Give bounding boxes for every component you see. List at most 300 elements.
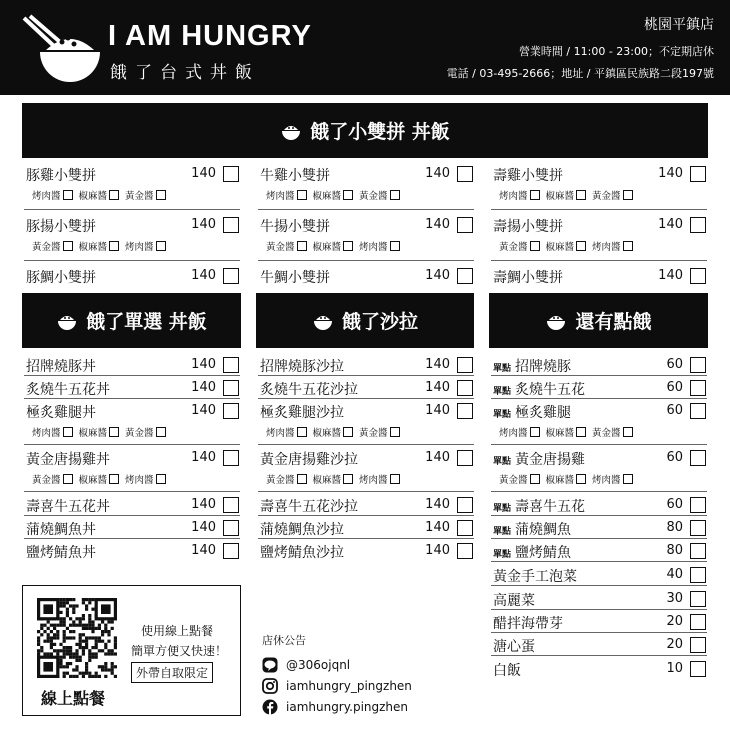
sauce-options bbox=[258, 422, 474, 442]
bowl-icon bbox=[312, 310, 334, 332]
menu-item-name-wrap bbox=[26, 519, 96, 539]
menu-item-price: 60 bbox=[666, 380, 683, 395]
order-checkbox[interactable] bbox=[690, 591, 706, 607]
menu-item-name: 蒲燒鯛魚丼 bbox=[26, 522, 96, 538]
menu-item-name-wrap bbox=[493, 216, 563, 236]
sauce-label: 黃金醬 bbox=[266, 475, 295, 486]
single-order-tag: 單點 bbox=[493, 550, 512, 560]
sauce-checkbox[interactable] bbox=[343, 474, 353, 484]
sauce-label: 黃金醬 bbox=[359, 191, 388, 202]
menu-item bbox=[24, 494, 240, 516]
facebook-icon bbox=[262, 699, 278, 715]
menu-item-name: 招牌燒豚丼 bbox=[26, 359, 96, 375]
sauce-option-pepper[interactable] bbox=[546, 472, 587, 486]
sauce-checkbox[interactable] bbox=[576, 241, 586, 251]
sauce-checkbox[interactable] bbox=[530, 474, 540, 484]
menu-item bbox=[24, 214, 240, 261]
sauce-label: 黃金醬 bbox=[359, 428, 388, 439]
line-icon bbox=[262, 657, 278, 673]
menu-item-name: 招牌燒豚沙拉 bbox=[260, 359, 344, 375]
sauce-option-gold[interactable] bbox=[125, 188, 166, 202]
sauce-option-pepper[interactable] bbox=[79, 188, 120, 202]
sauce-checkbox[interactable] bbox=[156, 474, 166, 484]
sauce-option-bbq[interactable] bbox=[32, 425, 73, 439]
menu-item-name: 壽揚小雙拼 bbox=[493, 219, 563, 235]
sauce-checkbox[interactable] bbox=[109, 474, 119, 484]
order-checkbox[interactable] bbox=[223, 403, 239, 419]
menu-item-name-wrap bbox=[260, 542, 344, 562]
menu-item-name-wrap bbox=[26, 216, 96, 236]
menu-item-row bbox=[258, 377, 474, 399]
menu-item-name-wrap bbox=[493, 356, 571, 376]
bowl-icon bbox=[280, 120, 302, 142]
menu-item bbox=[258, 265, 474, 289]
sauce-checkbox[interactable] bbox=[530, 427, 540, 437]
sauce-checkbox[interactable] bbox=[576, 427, 586, 437]
sauce-checkbox[interactable] bbox=[109, 241, 119, 251]
sauce-label: 烤肉醬 bbox=[266, 191, 295, 202]
sauce-checkbox[interactable] bbox=[343, 190, 353, 200]
menu-item bbox=[491, 377, 707, 399]
order-checkbox[interactable] bbox=[457, 497, 473, 513]
menu-item-row bbox=[24, 517, 240, 539]
sauce-options bbox=[491, 185, 707, 205]
order-checkbox[interactable] bbox=[223, 217, 239, 233]
sauce-options bbox=[258, 236, 474, 256]
menu-item-name: 蒲燒鯛魚 bbox=[515, 522, 572, 538]
sauce-option-bbq[interactable] bbox=[499, 188, 540, 202]
order-checkbox[interactable] bbox=[223, 380, 239, 396]
menu-item-name: 炙燒牛五花 bbox=[515, 382, 586, 398]
section-title-more: 還有點餓 bbox=[575, 311, 652, 333]
menu-item-name: 牛揚小雙拼 bbox=[260, 219, 330, 235]
sauce-checkbox[interactable] bbox=[623, 241, 633, 251]
order-checkbox[interactable] bbox=[223, 450, 239, 466]
online-order-label: 線上點餐 bbox=[41, 689, 106, 708]
menu-item bbox=[491, 447, 707, 492]
menu-item-name: 豚雞小雙拼 bbox=[26, 168, 96, 184]
menu-item bbox=[24, 163, 240, 210]
order-checkbox[interactable] bbox=[457, 450, 473, 466]
sauce-option-bbq[interactable] bbox=[359, 472, 400, 486]
order-checkbox[interactable] bbox=[457, 268, 473, 284]
sauce-option-gold[interactable] bbox=[499, 472, 540, 486]
menu-item-row bbox=[491, 658, 707, 680]
sauce-label: 黃金醬 bbox=[499, 475, 528, 486]
menu-item-price: 80 bbox=[666, 520, 683, 535]
menu-item-row bbox=[24, 447, 240, 469]
menu-item-row bbox=[258, 447, 474, 469]
closure-notice-label: 店休公告 bbox=[262, 634, 306, 647]
sauce-options bbox=[258, 185, 474, 205]
sauce-option-bbq[interactable] bbox=[499, 425, 540, 439]
sauce-option-pepper[interactable] bbox=[313, 239, 354, 253]
sauce-checkbox[interactable] bbox=[63, 190, 73, 200]
section-title-salad: 餓了沙拉 bbox=[341, 311, 418, 333]
sauce-label: 烤肉醬 bbox=[32, 428, 61, 439]
bowl-icon bbox=[56, 310, 78, 332]
menu-item bbox=[258, 163, 474, 210]
menu-item-name: 牛雞小雙拼 bbox=[260, 168, 330, 184]
menu-item-name: 牛鯛小雙拼 bbox=[260, 270, 330, 286]
sauce-option-gold[interactable] bbox=[266, 472, 307, 486]
menu-item-name-wrap bbox=[493, 542, 571, 562]
menu-item bbox=[258, 400, 474, 445]
order-checkbox[interactable] bbox=[690, 380, 706, 396]
line-link[interactable] bbox=[262, 654, 412, 675]
menu-item-name-wrap bbox=[26, 165, 96, 185]
sauce-checkbox[interactable] bbox=[156, 190, 166, 200]
sauce-label: 烤肉醬 bbox=[32, 191, 61, 202]
section-banner-more bbox=[489, 293, 708, 348]
sauce-label: 椒麻醬 bbox=[78, 475, 108, 486]
order-checkbox[interactable] bbox=[223, 543, 239, 559]
sauce-checkbox[interactable] bbox=[623, 474, 633, 484]
sauce-label: 烤肉醬 bbox=[125, 242, 154, 253]
menu-item bbox=[491, 214, 707, 261]
menu-item-name: 壽鯛小雙拼 bbox=[493, 270, 563, 286]
single-order-tag: 單點 bbox=[493, 387, 512, 397]
menu-item-row bbox=[491, 377, 707, 399]
sauce-label: 椒麻醬 bbox=[78, 191, 108, 202]
menu-item-row bbox=[24, 354, 240, 376]
sauce-option-pepper[interactable] bbox=[546, 425, 587, 439]
menu-item bbox=[491, 163, 707, 210]
menu-item-price: 140 bbox=[658, 268, 683, 283]
sauce-option-gold[interactable] bbox=[32, 472, 73, 486]
sauce-label: 黃金醬 bbox=[499, 242, 528, 253]
sauce-checkbox[interactable] bbox=[576, 474, 586, 484]
sauce-option-pepper[interactable] bbox=[546, 239, 587, 253]
sauce-option-pepper[interactable] bbox=[79, 472, 120, 486]
menu-item-row bbox=[491, 588, 707, 610]
menu-item-name-wrap bbox=[493, 496, 585, 516]
order-checkbox[interactable] bbox=[457, 166, 473, 182]
order-checkbox[interactable] bbox=[457, 520, 473, 536]
menu-item-row bbox=[258, 265, 474, 287]
order-checkbox[interactable] bbox=[457, 380, 473, 396]
sauce-option-pepper[interactable] bbox=[313, 188, 354, 202]
sauce-option-pepper[interactable] bbox=[546, 188, 587, 202]
single-order-tag: 單點 bbox=[493, 527, 512, 537]
sauce-checkbox[interactable] bbox=[63, 241, 73, 251]
order-checkbox[interactable] bbox=[690, 637, 706, 653]
social-links bbox=[262, 632, 412, 717]
menu-item-name: 黃金唐揚雞 bbox=[515, 452, 586, 468]
menu-item-row bbox=[258, 354, 474, 376]
menu-item-name: 極炙雞腿 bbox=[515, 405, 572, 421]
menu-item-row bbox=[24, 265, 240, 287]
menu-item-row bbox=[491, 494, 707, 516]
sauce-option-gold[interactable] bbox=[499, 239, 540, 253]
sauce-checkbox[interactable] bbox=[623, 190, 633, 200]
order-checkbox[interactable] bbox=[690, 614, 706, 630]
sauce-checkbox[interactable] bbox=[63, 474, 73, 484]
menu-item-name: 壽喜牛五花 bbox=[515, 499, 586, 515]
sauce-label: 烤肉醬 bbox=[125, 475, 154, 486]
sauce-label: 椒麻醬 bbox=[312, 428, 342, 439]
sauce-options bbox=[24, 469, 240, 489]
menu-item-price: 140 bbox=[425, 543, 450, 558]
menu-item-name-wrap bbox=[260, 356, 344, 376]
menu-item-name-wrap bbox=[26, 356, 96, 376]
sauce-checkbox[interactable] bbox=[390, 474, 400, 484]
sauce-option-gold[interactable] bbox=[592, 188, 633, 202]
menu-item bbox=[491, 588, 707, 610]
order-checkbox[interactable] bbox=[690, 661, 706, 677]
sauce-option-gold[interactable] bbox=[125, 425, 166, 439]
menu-item-price: 140 bbox=[191, 450, 216, 465]
menu-item-name-wrap bbox=[260, 165, 330, 185]
facebook-link[interactable] bbox=[262, 696, 412, 717]
sauce-option-bbq[interactable] bbox=[32, 188, 73, 202]
menu-item-price: 140 bbox=[191, 217, 216, 232]
menu-item-name: 溏心蛋 bbox=[493, 639, 535, 655]
sauce-checkbox[interactable] bbox=[530, 241, 540, 251]
facebook-handle: iamhungry.pingzhen bbox=[286, 699, 409, 714]
sauce-label: 椒麻醬 bbox=[545, 475, 575, 486]
sauce-label: 椒麻醬 bbox=[545, 242, 575, 253]
sauce-label: 烤肉醬 bbox=[592, 242, 621, 253]
menu-item-row bbox=[258, 540, 474, 562]
menu-item-name-wrap bbox=[26, 267, 96, 287]
sauce-label: 黃金醬 bbox=[592, 191, 621, 202]
sauce-options bbox=[491, 236, 707, 256]
sauce-label: 椒麻醬 bbox=[312, 191, 342, 202]
sauce-checkbox[interactable] bbox=[390, 190, 400, 200]
sauce-label: 烤肉醬 bbox=[359, 475, 388, 486]
menu-item-name-wrap bbox=[493, 566, 577, 586]
order-checkbox[interactable] bbox=[223, 166, 239, 182]
online-order-box bbox=[22, 585, 241, 716]
sauce-label: 椒麻醬 bbox=[78, 428, 108, 439]
sauce-checkbox[interactable] bbox=[156, 241, 166, 251]
menu-item bbox=[491, 494, 707, 516]
sauce-option-bbq[interactable] bbox=[592, 239, 633, 253]
sauce-checkbox[interactable] bbox=[297, 190, 307, 200]
menu-item-name: 鹽烤鯖魚丼 bbox=[26, 545, 96, 561]
menu-item bbox=[491, 265, 707, 289]
sauce-checkbox[interactable] bbox=[156, 427, 166, 437]
menu-item-name-wrap bbox=[493, 613, 563, 633]
menu-item-row bbox=[491, 564, 707, 586]
sauce-option-pepper[interactable] bbox=[79, 239, 120, 253]
menu-item-name-wrap bbox=[26, 496, 110, 516]
section-title-double: 餓了小雙拼 丼飯 bbox=[310, 121, 450, 143]
sauce-checkbox[interactable] bbox=[297, 474, 307, 484]
menu-item-price: 60 bbox=[666, 357, 683, 372]
brand-name: I AM HUNGRY bbox=[108, 20, 312, 52]
sauce-checkbox[interactable] bbox=[343, 427, 353, 437]
sauce-option-bbq[interactable] bbox=[266, 188, 307, 202]
sauce-label: 烤肉醬 bbox=[499, 428, 528, 439]
sauce-option-gold[interactable] bbox=[359, 188, 400, 202]
order-checkbox[interactable] bbox=[690, 217, 706, 233]
sauce-label: 黃金醬 bbox=[32, 242, 61, 253]
menu-item-price: 80 bbox=[666, 543, 683, 558]
menu-item-name: 壽喜牛五花丼 bbox=[26, 499, 110, 515]
order-checkbox[interactable] bbox=[457, 543, 473, 559]
menu-item-row bbox=[491, 214, 707, 236]
order-checkbox[interactable] bbox=[223, 497, 239, 513]
sauce-option-pepper[interactable] bbox=[313, 425, 354, 439]
menu-item-name-wrap bbox=[260, 519, 344, 539]
menu-item-price: 140 bbox=[658, 166, 683, 181]
menu-item-name: 醋拌海帶芽 bbox=[493, 616, 563, 632]
menu-item-price: 140 bbox=[425, 497, 450, 512]
sauce-checkbox[interactable] bbox=[576, 190, 586, 200]
menu-item-name-wrap bbox=[26, 379, 110, 399]
sauce-option-gold[interactable] bbox=[32, 239, 73, 253]
sauce-label: 黃金醬 bbox=[125, 191, 154, 202]
menu-item-row bbox=[491, 517, 707, 539]
sauce-label: 烤肉醬 bbox=[266, 428, 295, 439]
qr-code[interactable] bbox=[37, 598, 117, 678]
single-order-tag: 單點 bbox=[493, 457, 512, 467]
menu-item-price: 140 bbox=[425, 520, 450, 535]
menu-item-name-wrap bbox=[26, 542, 96, 562]
sauce-checkbox[interactable] bbox=[623, 427, 633, 437]
menu-item-row bbox=[491, 354, 707, 376]
menu-item bbox=[24, 447, 240, 492]
sauce-checkbox[interactable] bbox=[109, 427, 119, 437]
order-checkbox[interactable] bbox=[690, 567, 706, 583]
instagram-link[interactable] bbox=[262, 675, 412, 696]
menu-item-row bbox=[491, 540, 707, 562]
sauce-checkbox[interactable] bbox=[297, 241, 307, 251]
single-order-tag: 單點 bbox=[493, 410, 512, 420]
sauce-option-bbq[interactable] bbox=[592, 472, 633, 486]
section-banner-salad bbox=[256, 293, 474, 348]
menu-item-row bbox=[24, 400, 240, 422]
menu-item-price: 140 bbox=[425, 166, 450, 181]
menu-item-row bbox=[24, 494, 240, 516]
sauce-checkbox[interactable] bbox=[343, 241, 353, 251]
menu-item-row bbox=[258, 214, 474, 236]
order-checkbox[interactable] bbox=[690, 403, 706, 419]
menu-item bbox=[491, 564, 707, 586]
sauce-option-bbq[interactable] bbox=[266, 425, 307, 439]
order-checkbox[interactable] bbox=[690, 497, 706, 513]
sauce-option-gold[interactable] bbox=[359, 425, 400, 439]
sauce-label: 椒麻醬 bbox=[312, 242, 342, 253]
sauce-option-bbq[interactable] bbox=[125, 239, 166, 253]
menu-item bbox=[491, 634, 707, 656]
menu-item-name: 極炙雞腿丼 bbox=[26, 405, 96, 421]
order-checkbox[interactable] bbox=[690, 450, 706, 466]
sauce-label: 烤肉醬 bbox=[592, 475, 621, 486]
menu-item-price: 60 bbox=[666, 450, 683, 465]
sauce-option-pepper[interactable] bbox=[79, 425, 120, 439]
sauce-option-gold[interactable] bbox=[266, 239, 307, 253]
sauce-option-pepper[interactable] bbox=[313, 472, 354, 486]
menu-item-price: 20 bbox=[666, 637, 683, 652]
menu-item-name: 豚鯛小雙拼 bbox=[26, 270, 96, 286]
menu-item-name: 招牌燒豚 bbox=[515, 359, 572, 375]
menu-item bbox=[258, 354, 474, 376]
menu-item-row bbox=[258, 163, 474, 185]
sauce-checkbox[interactable] bbox=[297, 427, 307, 437]
menu-item-name-wrap bbox=[260, 402, 344, 422]
menu-item-price: 140 bbox=[425, 403, 450, 418]
order-checkbox[interactable] bbox=[223, 520, 239, 536]
sauce-options bbox=[491, 469, 707, 489]
menu-item-price: 60 bbox=[666, 403, 683, 418]
order-checkbox[interactable] bbox=[690, 543, 706, 559]
takeout-only-badge: 外帶自取限定 bbox=[131, 662, 213, 683]
single-order-tag: 單點 bbox=[493, 504, 512, 514]
menu-item-price: 140 bbox=[191, 268, 216, 283]
order-checkbox[interactable] bbox=[223, 268, 239, 284]
menu-item-name: 高麗菜 bbox=[493, 593, 535, 609]
menu-item-price: 140 bbox=[658, 217, 683, 232]
sauce-checkbox[interactable] bbox=[530, 190, 540, 200]
menu-item bbox=[258, 214, 474, 261]
order-checkbox[interactable] bbox=[690, 357, 706, 373]
order-checkbox[interactable] bbox=[457, 357, 473, 373]
menu-item-price: 10 bbox=[666, 661, 683, 676]
sauce-options bbox=[24, 236, 240, 256]
menu-item-name-wrap bbox=[493, 449, 585, 469]
online-order-text-1: 使用線上點餐 bbox=[141, 624, 214, 638]
header-bar bbox=[0, 0, 730, 95]
menu-item bbox=[491, 517, 707, 539]
order-checkbox[interactable] bbox=[223, 357, 239, 373]
menu-item-name: 極炙雞腿沙拉 bbox=[260, 405, 344, 421]
menu-item-row bbox=[491, 400, 707, 422]
menu-item-price: 140 bbox=[425, 217, 450, 232]
menu-item-row bbox=[491, 163, 707, 185]
menu-item-row bbox=[24, 163, 240, 185]
sauce-label: 黃金醬 bbox=[592, 428, 621, 439]
menu-item-price: 140 bbox=[191, 166, 216, 181]
sauce-checkbox[interactable] bbox=[63, 427, 73, 437]
menu-item-name-wrap bbox=[260, 216, 330, 236]
sauce-checkbox[interactable] bbox=[390, 241, 400, 251]
menu-item-name: 豚揚小雙拼 bbox=[26, 219, 96, 235]
order-checkbox[interactable] bbox=[690, 520, 706, 536]
menu-item-name: 壽喜牛五花沙拉 bbox=[260, 499, 358, 515]
menu-item-name: 黃金唐揚雞丼 bbox=[26, 452, 110, 468]
order-checkbox[interactable] bbox=[457, 217, 473, 233]
menu-item-row bbox=[24, 214, 240, 236]
menu-item-price: 140 bbox=[425, 450, 450, 465]
menu-item-name-wrap bbox=[493, 267, 563, 287]
menu-item bbox=[258, 447, 474, 492]
sauce-option-bbq[interactable] bbox=[359, 239, 400, 253]
menu-item-name: 鹽烤鯖魚 bbox=[515, 545, 572, 561]
sauce-checkbox[interactable] bbox=[390, 427, 400, 437]
menu-item bbox=[258, 494, 474, 516]
menu-item-name-wrap bbox=[260, 379, 358, 399]
order-checkbox[interactable] bbox=[690, 268, 706, 284]
menu-item-name-wrap bbox=[26, 449, 110, 469]
sauce-options bbox=[491, 422, 707, 442]
instagram-handle: iamhungry_pingzhen bbox=[286, 678, 412, 693]
sauce-option-gold[interactable] bbox=[592, 425, 633, 439]
sauce-option-bbq[interactable] bbox=[125, 472, 166, 486]
line-id: @306ojqnl bbox=[286, 657, 351, 672]
menu-item-name: 炙燒牛五花丼 bbox=[26, 382, 110, 398]
menu-item-name: 白飯 bbox=[493, 663, 521, 679]
order-checkbox[interactable] bbox=[457, 403, 473, 419]
menu-item-name: 炙燒牛五花沙拉 bbox=[260, 382, 358, 398]
menu-item-price: 140 bbox=[191, 497, 216, 512]
single-order-tag: 單點 bbox=[493, 364, 512, 374]
menu-item bbox=[24, 400, 240, 445]
sauce-checkbox[interactable] bbox=[109, 190, 119, 200]
order-checkbox[interactable] bbox=[690, 166, 706, 182]
